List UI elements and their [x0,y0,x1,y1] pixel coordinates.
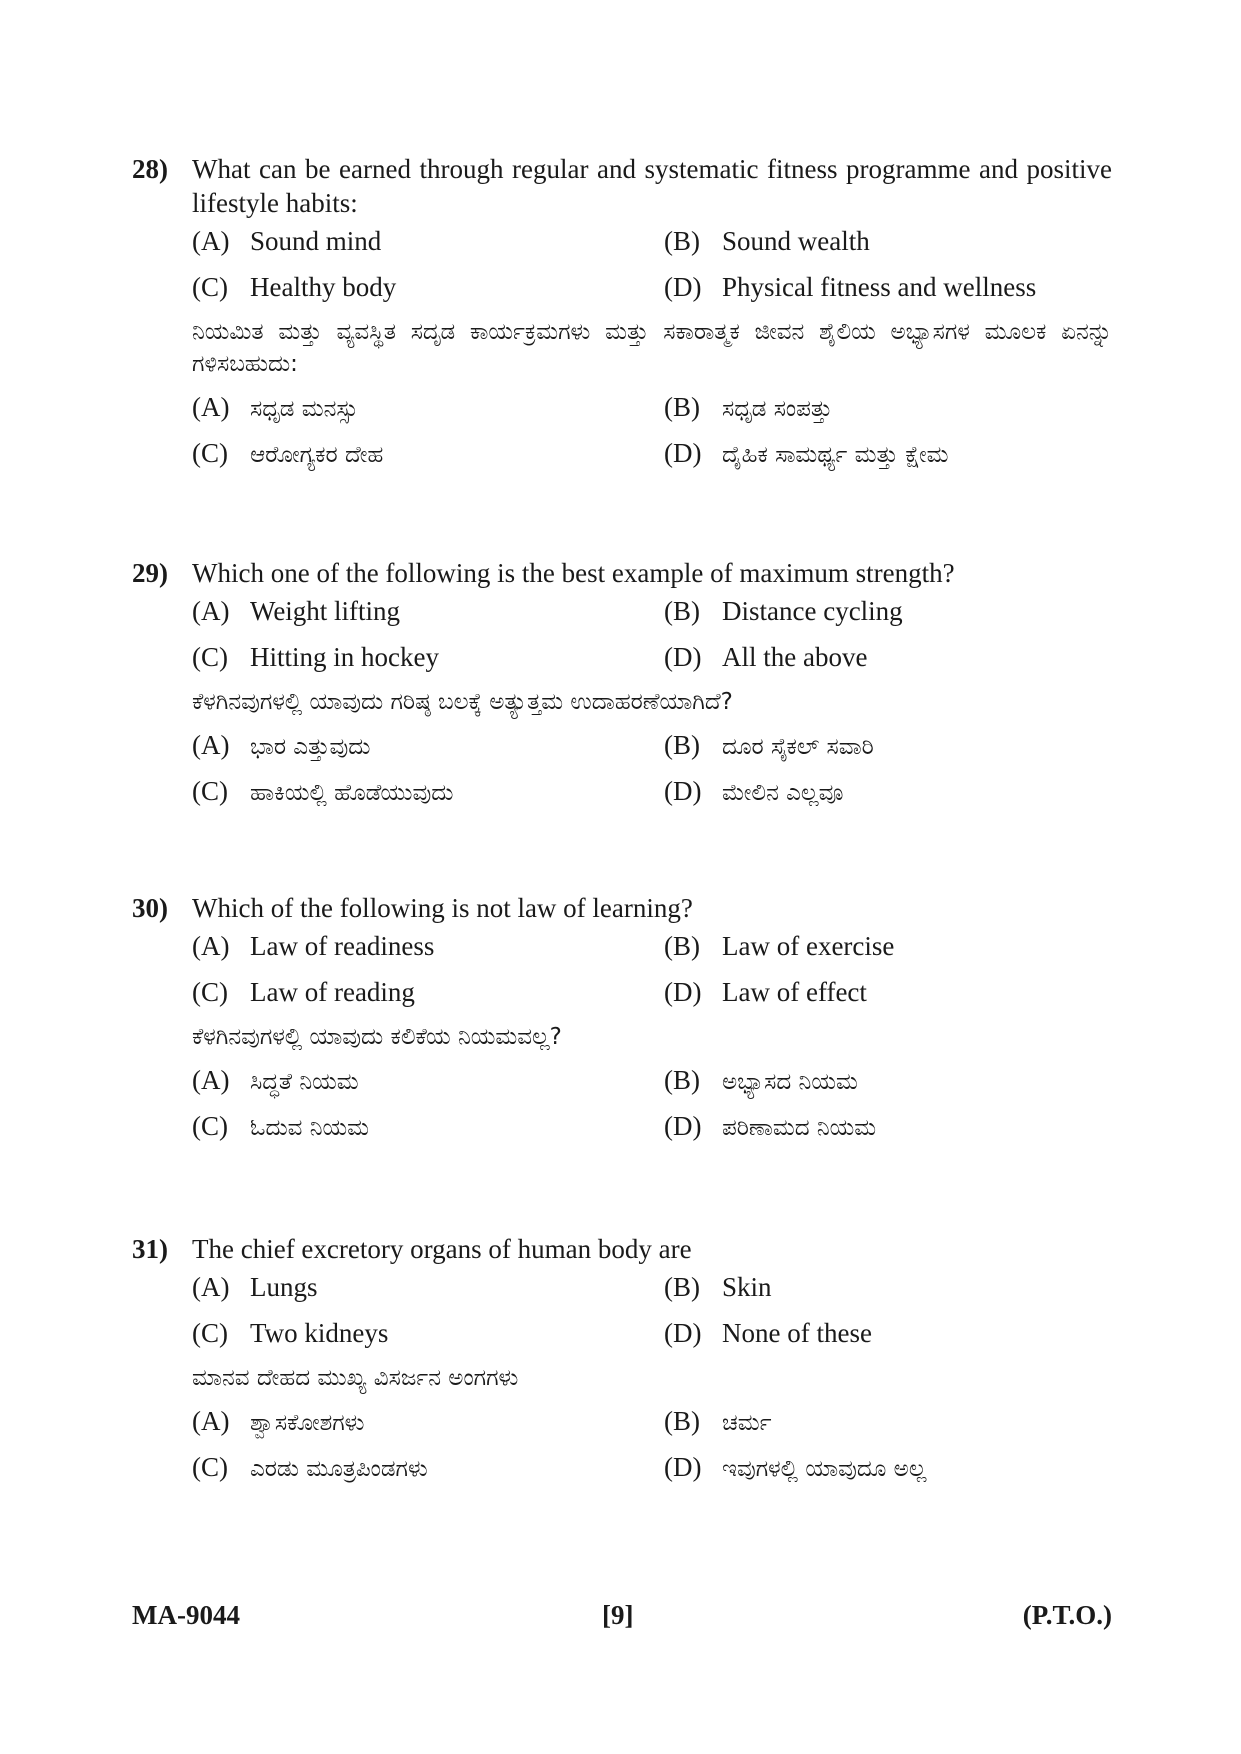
option-a-kn: (A) ಸಿದ್ಧತೆ ನಿಯಮ [192,1065,359,1095]
option-c: (C) Two kidneys [192,1318,389,1348]
question-text-en: The chief excretory organs of human body are [192,1234,692,1264]
option-d: (D) None of these [664,1318,872,1348]
options-kn [192,384,1112,476]
question-31 [132,1232,1112,1490]
option-d-kn: (D) ದೈಹಿಕ ಸಾಮರ್ಥ್ಯ ಮತ್ತು ಕ್ಷೇಮ [664,438,949,468]
options-kn [192,1057,1112,1149]
option-a: (A) Weight lifting [192,596,401,626]
option-a: (A) Lungs [192,1272,318,1302]
option-b-kn: (B) ಅಭ್ಯಾಸದ ನಿಯಮ [664,1065,858,1095]
option-c-kn: (C) ಓದುವ ನಿಯಮ [192,1111,369,1141]
question-text-kn: ಕೆಳಗಿನವುಗಳಲ್ಲಿ ಯಾವುದು ಗರಿಷ್ಠ ಬಲಕ್ಕೆ ಅತ್ಯುತ್ತಮ ಉದಾಹರಣೆಯಾಗಿದೆ? [192,689,733,715]
question-text-en: Which one of the following is the best example of maximum strength? [192,558,955,588]
question-number: 29) [132,558,168,588]
option-c: (C) Law of reading [192,977,415,1007]
option-b-kn: (B) ಚರ್ಮ [664,1406,772,1436]
option-b: (B) Skin [664,1272,772,1302]
question-text-kn: ನಿಯಮಿತ ಮತ್ತು ವ್ಯವಸ್ಥಿತ ಸದೃಡ ಕಾರ್ಯಕ್ರಮಗಳು ಮತ್ತು ಸಕಾರಾತ್ಮಕ ಜೀವನ ಶೈಲಿಯ ಅಭ್ಯಾಸಗಳ ಮೂಲಕ ಏನನ್ನು ಗಳಿಸಬಹುದು: [192,319,1112,377]
options-en [192,1266,1112,1358]
option-b-kn: (B) ದೂರ ಸೈಕಲ್ ಸವಾರಿ [664,730,874,760]
options-kn [192,1398,1112,1490]
option-a-kn: (A) ಭಾರ ಎತ್ತುವುದು [192,730,371,760]
option-d-kn: (D) ಪರಿಣಾಮದ ನಿಯಮ [664,1111,877,1141]
option-c: (C) Hitting in hockey [192,642,439,672]
options-kn [192,722,1112,814]
question-number: 28) [132,154,168,184]
question-29 [132,556,1112,814]
question-text-en: Which of the following is not law of learning? [192,893,693,923]
option-a-kn: (A) ಶ್ವಾಸಕೋಶಗಳು [192,1406,365,1436]
option-d: (D) Physical fitness and wellness [664,272,1037,302]
question-number: 30) [132,893,168,923]
option-b: (B) Law of exercise [664,931,895,961]
option-a-kn: (A) ಸಧೃಡ ಮನಸ್ಸು [192,392,359,422]
option-c-kn: (C) ಹಾಕಿಯಲ್ಲಿ ಹೊಡೆಯುವುದು [192,776,454,806]
option-b: (B) Distance cycling [664,596,903,626]
option-b: (B) Sound wealth [664,226,870,256]
question-number: 31) [132,1234,168,1264]
options-en [192,220,1112,312]
option-d-kn: (D) ಇವುಗಳಲ್ಲಿ ಯಾವುದೂ ಅಲ್ಲ [664,1452,927,1482]
option-c-kn: (C) ಆರೋಗ್ಯಕರ ದೇಹ [192,438,384,468]
question-30 [132,891,1112,1149]
page-number: [9] [602,1600,634,1630]
option-d-kn: (D) ಮೇಲಿನ ಎಲ್ಲವೂ [664,776,844,806]
options-en [192,925,1112,1017]
option-d: (D) Law of effect [664,977,867,1007]
option-c: (C) Healthy body [192,272,397,302]
question-28 [132,152,1112,476]
question-text-kn: ಕೆಳಗಿನವುಗಳಲ್ಲಿ ಯಾವುದು ಕಲಿಕೆಯ ನಿಯಮವಲ್ಲ? [192,1024,562,1050]
option-a: (A) Sound mind [192,226,382,256]
page-footer [132,1600,1112,1640]
option-a: (A) Law of readiness [192,931,435,961]
pto-label: (P.T.O.) [1022,1600,1112,1630]
question-text-kn: ಮಾನವ ದೇಹದ ಮುಖ್ಯ ವಿಸರ್ಜನ ಅಂಗಗಳು [192,1365,519,1391]
option-b-kn: (B) ಸಧೃಡ ಸಂಪತ್ತು [664,392,833,422]
paper-code: MA-9044 [132,1600,240,1630]
question-text-en: What can be earned through regular and systematic fitness programme and positive lifestyle habits: [192,154,1112,218]
options-en [192,590,1112,682]
option-c-kn: (C) ಎರಡು ಮೂತ್ರಪಿಂಡಗಳು [192,1452,428,1482]
option-d: (D) All the above [664,642,868,672]
